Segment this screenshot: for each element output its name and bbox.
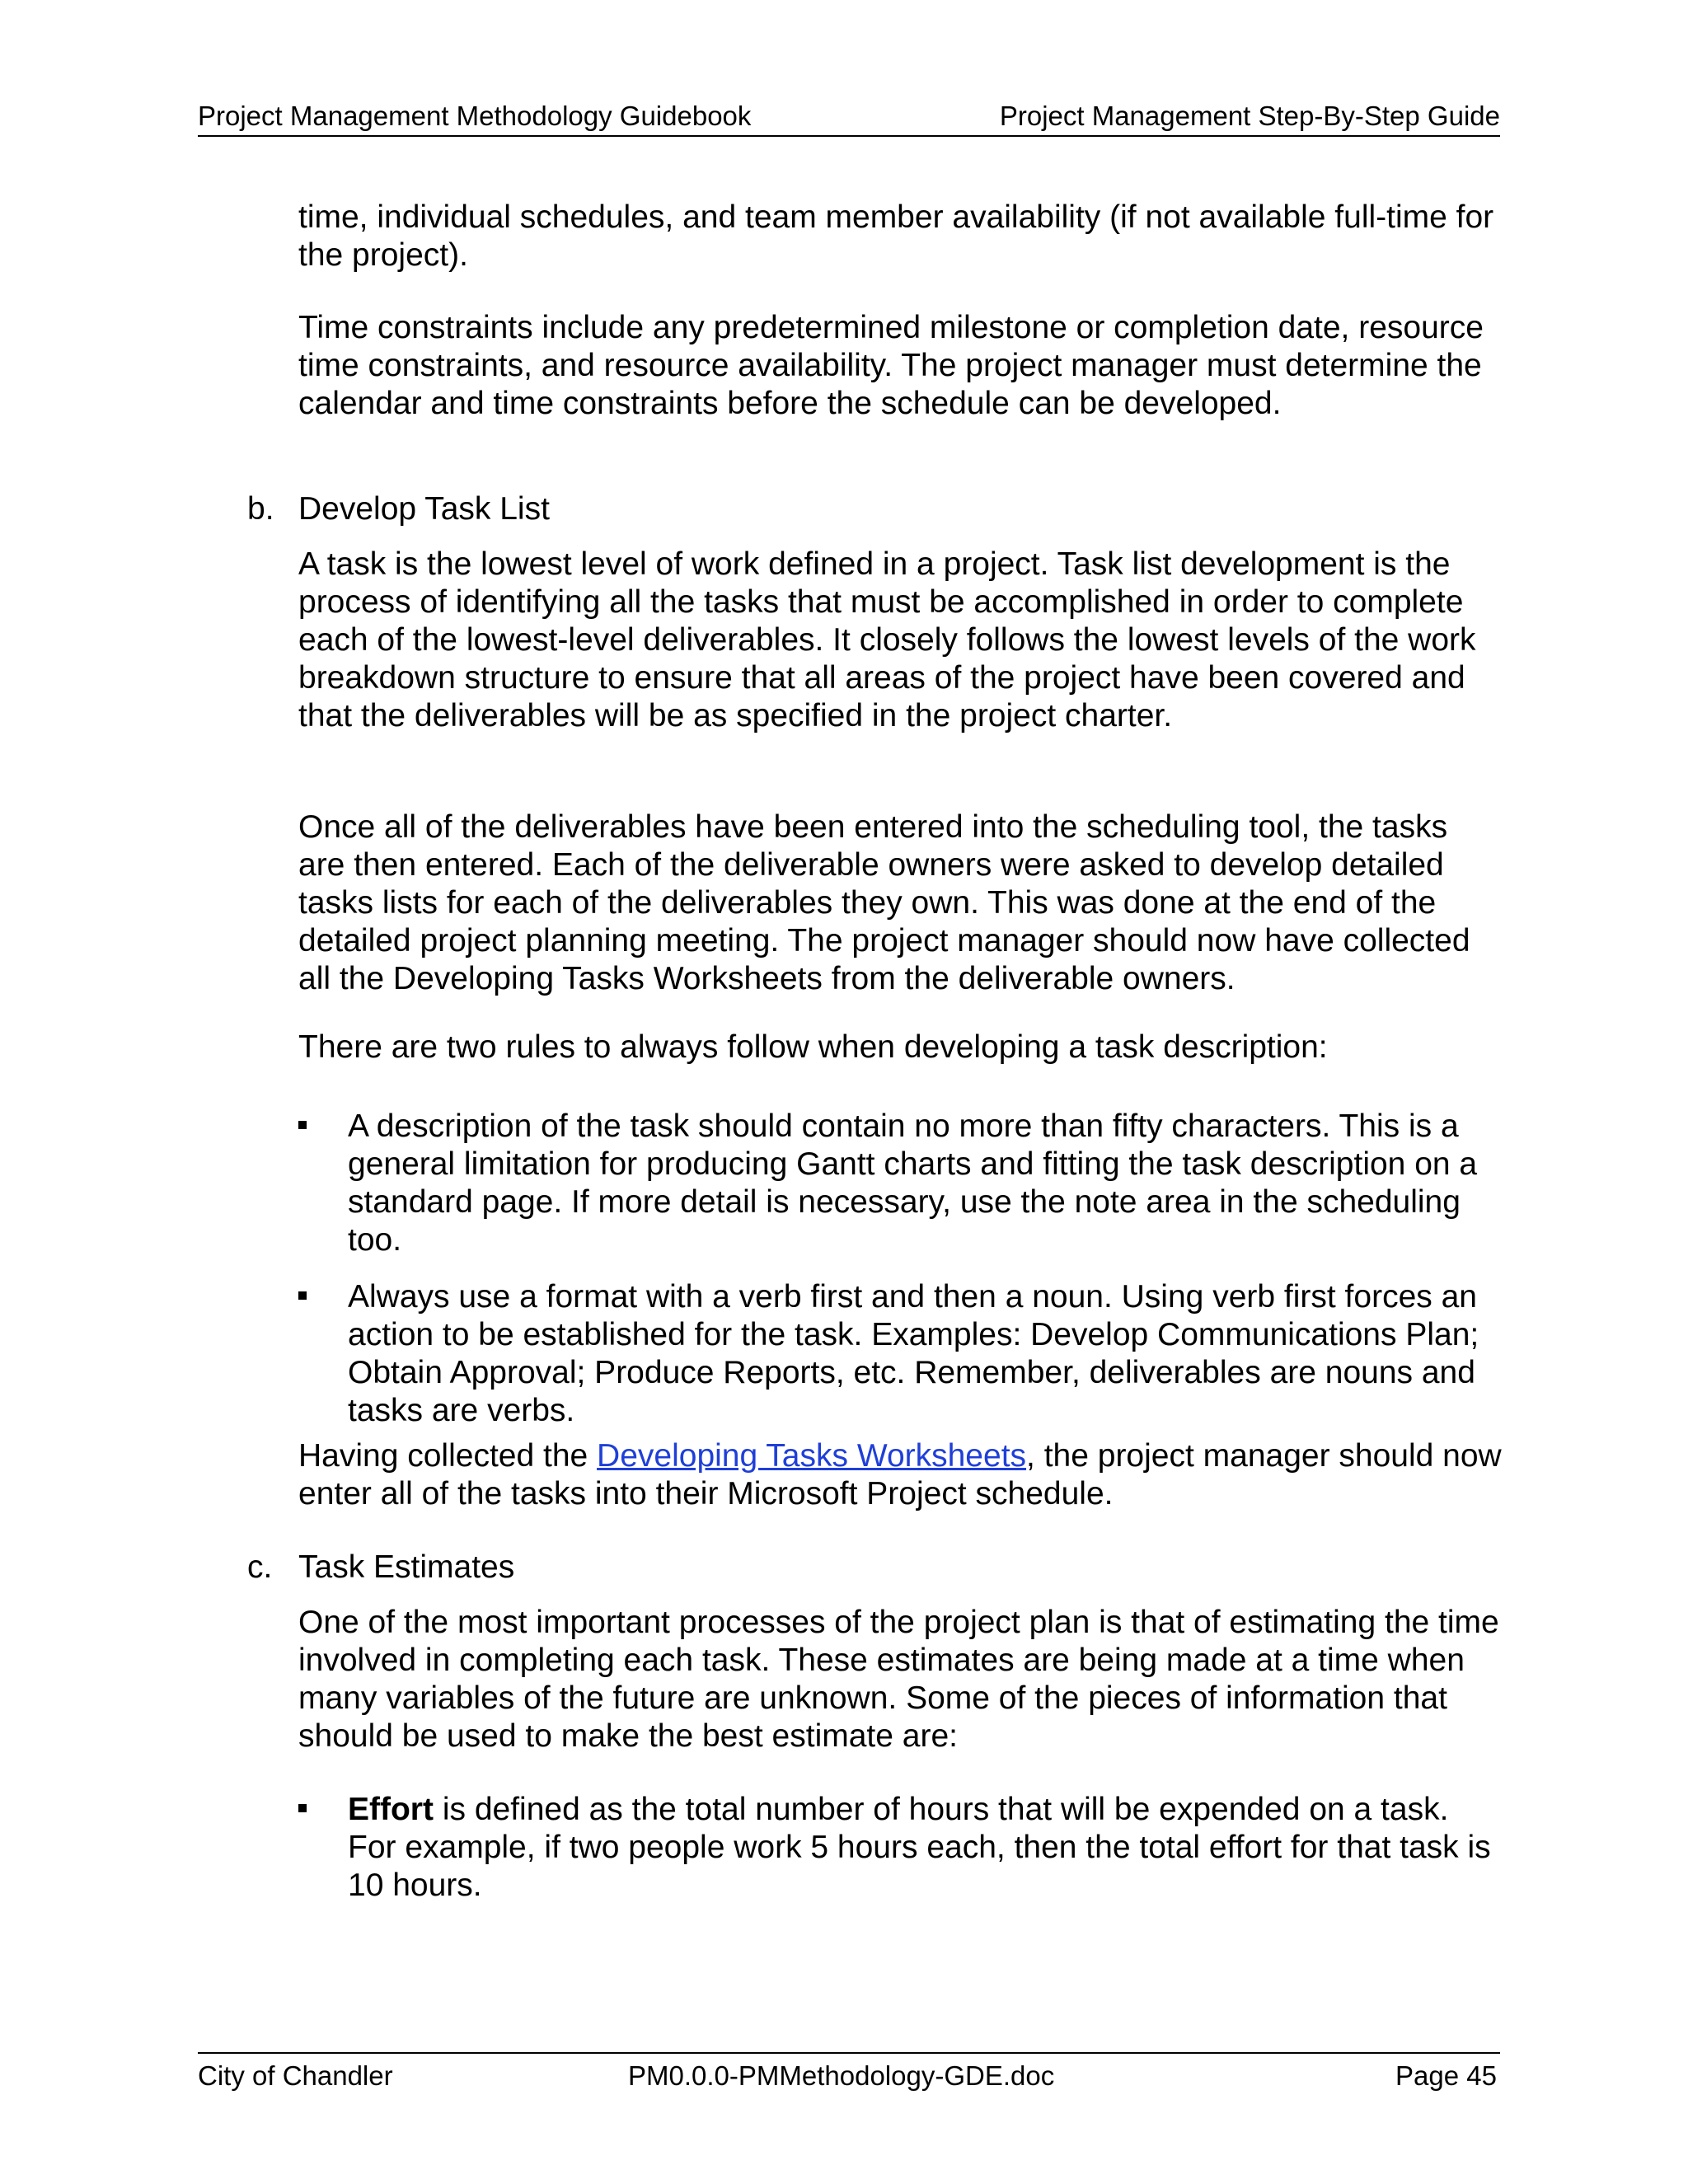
list-item [298, 1108, 1502, 1259]
paragraph-two-rules: There are two rules to always follow when developing a task description: [298, 1029, 1328, 1065]
paragraph-time-constraints: Time constraints include any predetermined milestone or completion date, resource time constraints, and resource availability. The project manager must determine the calendar and time constraints before the schedule can be developed. [298, 310, 1484, 421]
header-document-title: Project Management Methodology Guidebook [198, 101, 752, 131]
page-footer [198, 2052, 1500, 2095]
paragraph-deliverables-entered: Once all of the deliverables have been entered into the scheduling tool, the tasks are then entered. Each of the deliverable owners were asked to develop detailed tasks lists for each of the deliverables they own. This was done at the end of the detailed project planning meeting. The project manager should now have collected all the Developing Tasks Worksheets from the deliverable owners. [298, 809, 1470, 996]
section-title: Develop Task List [298, 491, 550, 527]
list-item-text: is defined as the total number of hours that will be expended on a task. For example, if two people work 5 hours each, then the total effort for that task is 10 hours. [348, 1792, 1491, 1903]
paragraph-estimating: One of the most important processes of the project plan is that of estimating the time involved in completing each task. These estimates are being made at a time when many variables of the future are unknown. Some of the pieces of information that should be used to make the best estimate are: [298, 1605, 1499, 1754]
page-header [198, 97, 1500, 137]
developing-tasks-worksheets-link[interactable]: Developing Tasks Worksheets [597, 1438, 1027, 1474]
footer-organization: City of Chandler [198, 2060, 393, 2091]
header-section-title: Project Management Step-By-Step Guide [999, 101, 1500, 131]
section-heading-c [247, 1549, 514, 1586]
bullet-square-icon [298, 1121, 307, 1129]
section-title: Task Estimates [298, 1549, 515, 1585]
section-marker: c. [247, 1549, 273, 1585]
list-item-text: Always use a format with a verb first and then a noun. Using verb first forces an action to be established for the task. Examples: Develop Communications Plan; Obtain Approval; Produce Reports, etc. Remember, deliverables are nouns and tasks are verbs. [348, 1279, 1479, 1428]
list-item-text: A description of the task should contain no more than fifty characters. This is a general limitation for producing Gantt charts and fitting the task description on a standard page. If more detail is necessary, use the note area in the scheduling too. [348, 1108, 1478, 1258]
bullet-square-icon [298, 1291, 307, 1300]
text-run: Having collected the [298, 1438, 598, 1474]
effort-term: Effort [348, 1792, 434, 1827]
paragraph-task-definition: A task is the lowest level of work defined in a project. Task list development is the process of identifying all the tasks that must be accomplished in order to complete each of the lowest-level deliverables. It closely follows the lowest levels of the work breakdown structure to ensure that all areas of the project have been covered and that the deliverables will be as specified in the project charter. [298, 546, 1476, 733]
text-run: , the project manager should now enter all of the tasks into their Microsoft Project schedule. [298, 1438, 1502, 1511]
section-marker: b. [247, 491, 274, 527]
footer-page-number: Page 45 [1395, 2060, 1497, 2091]
list-item [298, 1791, 1502, 1905]
footer-filename: PM0.0.0-PMMethodology-GDE.doc [628, 2060, 1055, 2091]
bullet-square-icon [298, 1804, 307, 1812]
paragraph-having-collected [298, 1437, 1502, 1513]
paragraph-continuation: time, individual schedules, and team member availability (if not available full-time for the project). [298, 199, 1494, 273]
list-item [298, 1278, 1502, 1430]
section-heading-b [247, 490, 550, 528]
